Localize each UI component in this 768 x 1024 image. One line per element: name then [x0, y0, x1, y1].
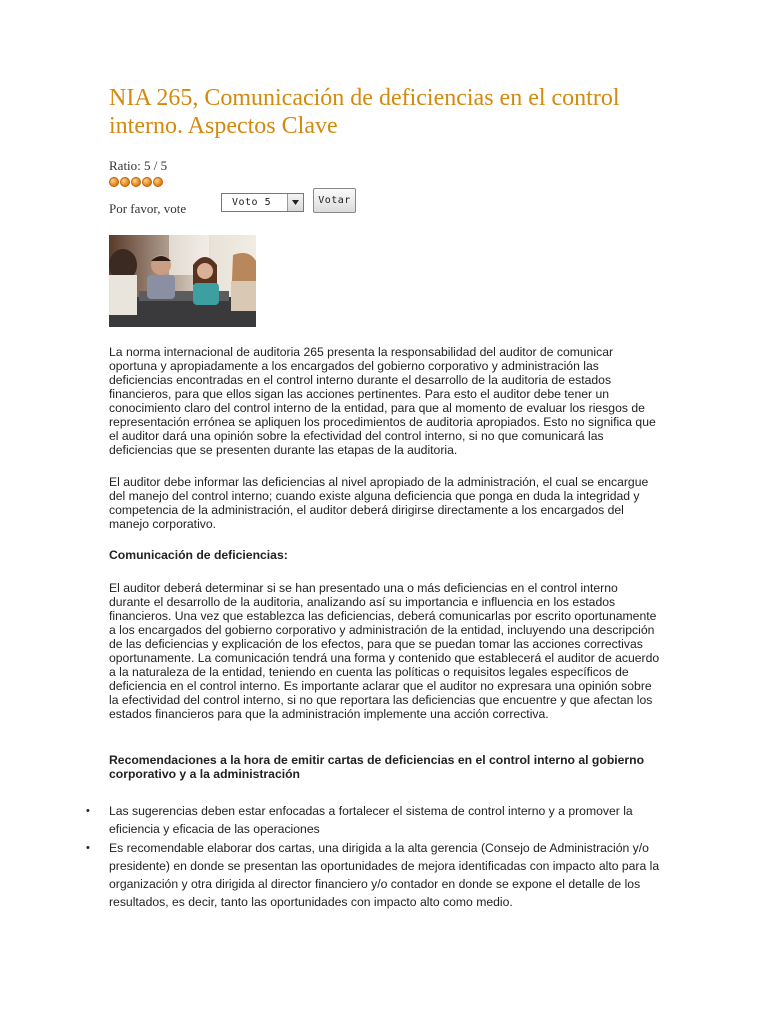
rating-stars	[109, 177, 163, 187]
star-icon	[120, 177, 130, 187]
vote-select-value: Voto 5	[232, 197, 272, 208]
list-item	[86, 802, 666, 839]
chevron-down-icon[interactable]	[287, 194, 303, 211]
vote-prompt: Por favor, vote	[109, 201, 187, 216]
article-title: NIA 265, Comunicación de deficiencias en el control interno. Aspectos Clave	[109, 85, 620, 139]
section-heading: Recomendaciones a la hora de emitir cartas de deficiencias en el control interno al gobierno corporativo y a la administración	[109, 753, 645, 781]
vote-select[interactable]	[221, 193, 304, 212]
list-item-text: Es recomendable elaborar dos cartas, una dirigida a la alta gerencia (Consejo de Administración y/o presidente) en donde se presentan las oportunidades de mejora identificadas con impacto alto para la organización y otra dirigida al director financiero y/o contador en donde se expone el detalle de los resultados, es decir, tanto las oportunidades con impacto alto como medio.	[109, 840, 660, 910]
list-item	[86, 839, 666, 912]
star-icon	[109, 177, 119, 187]
recommendations-list	[86, 802, 666, 912]
star-icon	[153, 177, 163, 187]
rating-label: Ratio: 5 / 5	[109, 158, 168, 173]
meeting-photo	[109, 235, 256, 327]
star-icon	[142, 177, 152, 187]
bullet-icon: •	[86, 805, 90, 817]
bullet-icon: •	[86, 841, 90, 854]
paragraph: La norma internacional de auditoria 265 presenta la responsabilidad del auditor de comunicar oportuna y apropiadamente a los encargados del gobierno corporativo y administración las deficiencias encontradas en el control interno durante el desarrollo de la auditoria de estados financieros, para que ellos sigan las acciones pertinentes. Para esto el auditor debe tener un conocimiento claro del control interno de la entidad, para que al momento de evaluar los riesgos de representación errónea se apliquen los procedimientos de auditoria apropiados. Esto no significa que el auditor dará una opinión sobre la efectividad del control interno, si no que comunicará las deficiencias que se presenten durante las etapas de la auditoria.	[109, 345, 656, 457]
paragraph: El auditor debe informar las deficiencias al nivel apropiado de la administración, el cual se encargue del manejo del control interno; cuando existe alguna deficiencia que ponga en duda la integridad y competencia de la administración, el auditor deberá dirigirse directamente a los encargados del manejo corporativo.	[109, 475, 649, 531]
list-item-text: Las sugerencias deben estar enfocadas a fortalecer el sistema de control interno y a promover la eficiencia y eficacia de las operaciones	[109, 804, 633, 837]
vote-button[interactable]: Votar	[313, 188, 356, 213]
section-heading: Comunicación de deficiencias:	[109, 548, 288, 562]
star-icon	[131, 177, 141, 187]
paragraph: El auditor deberá determinar si se han presentado una o más deficiencias en el control interno durante el desarrollo de la auditoria, analizando así su importancia e influencia en los estados financieros. Una vez que establezca las deficiencias, deberá comunicarlas por escrito oportunamente a los encargados del gobierno corporativo y administración de la entidad, incluyendo una descripción de las deficiencias y explicación de los efectos, para que se puedan tomar las acciones correctivas oportunamente. La comunicación tendrá una forma y contenido que establecerá el auditor de acuerdo a la naturaleza de la entidad, teniendo en cuenta las políticas o requisitos legales específicos de deficiencia en el control interno. Es importante aclarar que el auditor no expresara una opinión sobre la efectividad del control interno, si no que reportara las deficiencias que encuentre y que afectan los estados financieros para que la administración implemente una acción correctiva.	[109, 581, 660, 721]
